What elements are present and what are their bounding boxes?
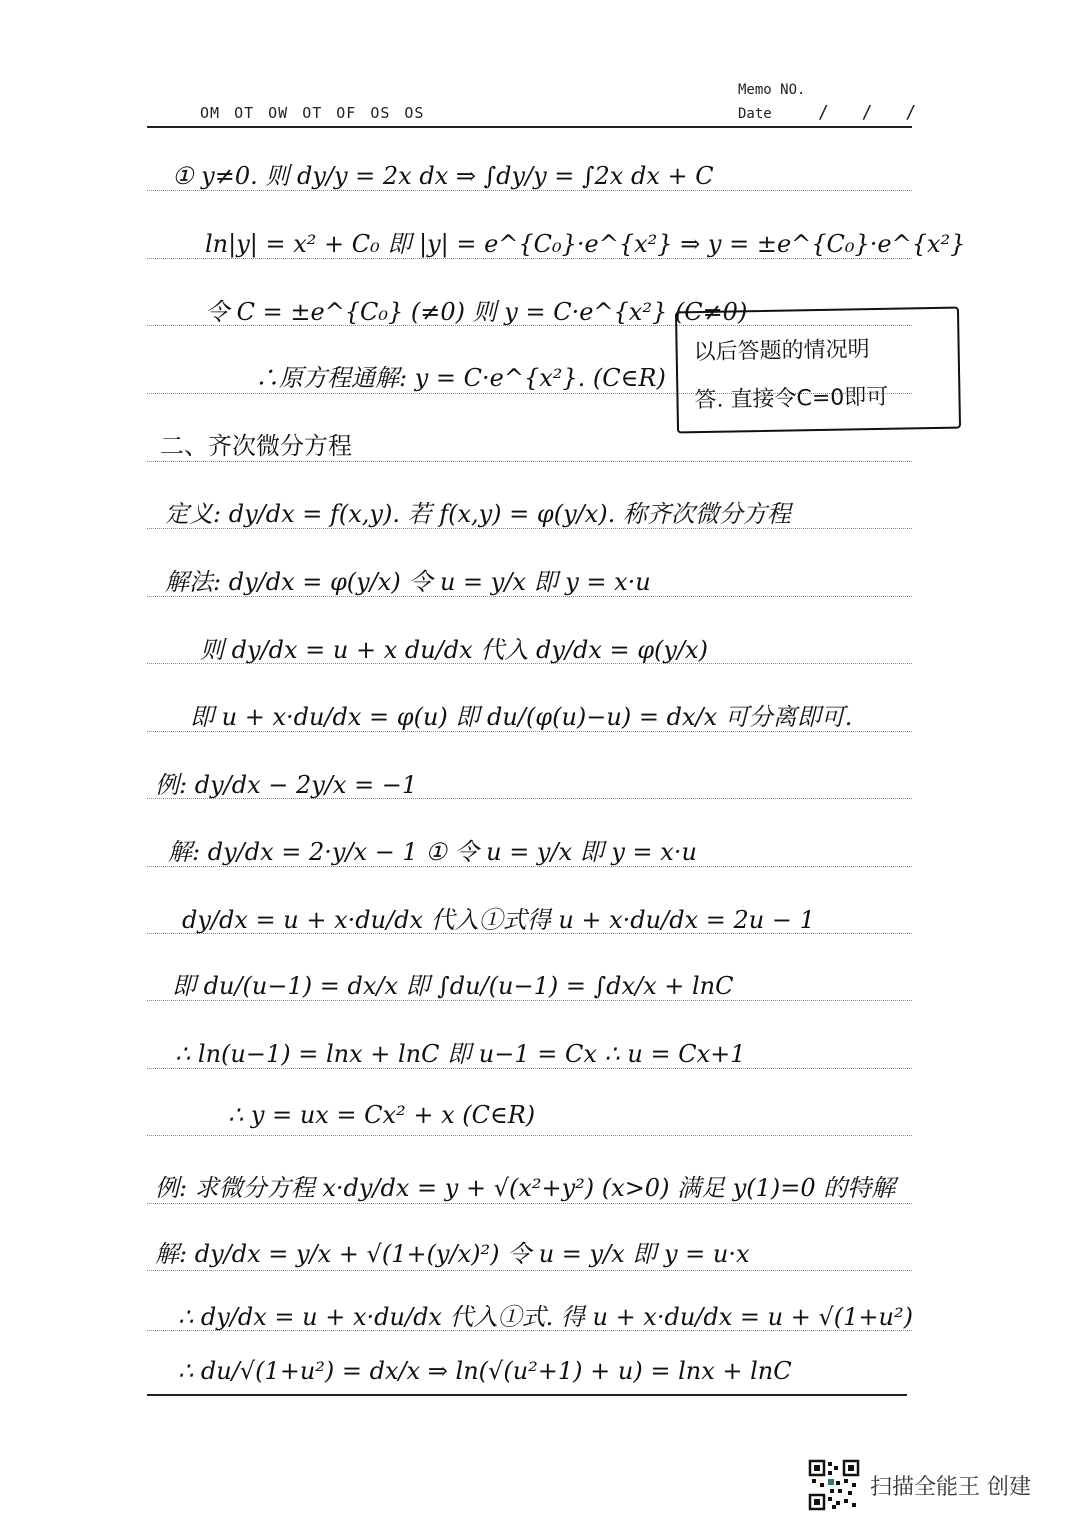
day-marker: OW xyxy=(268,104,289,122)
note-line: ln|y| = x² + C₀ 即 |y| = e^{C₀}·e^{x²} ⇒ y = ±e^{C₀}·e^{x²} xyxy=(205,230,966,258)
note-line: 解法: dy/dx = φ(y/x) 令 u = y/x 即 y = x·u xyxy=(165,568,651,596)
note-line: 令 C = ±e^{C₀} (≠0) 则 y = C·e^{x²} (C≠0) xyxy=(205,298,748,326)
note-line: ∴ ln(u−1) = lnx + lnC 即 u−1 = Cx ∴ u = Cx+1 xyxy=(175,1040,746,1068)
day-marker: OS xyxy=(370,104,391,122)
note-line: 例: 求微分方程 x·dy/dx = y + √(x²+y²) (x>0) 满足 y(1)=0 的特解 xyxy=(155,1174,896,1202)
date-slashes: / / / xyxy=(818,102,917,123)
note-line: 定义: dy/dx = f(x,y). 若 f(x,y) = φ(y/x). 称齐次微分方程 xyxy=(165,500,791,528)
day-marker: OT xyxy=(234,104,255,122)
note-line: 即 u + x·du/dx = φ(u) 即 du/(φ(u)−u) = dx/x 可分离即可. xyxy=(190,703,853,731)
note-line: 则 dy/dx = u + x du/dx 代入 dy/dx = φ(y/x) xyxy=(200,636,708,664)
qr-code-icon xyxy=(808,1459,860,1511)
note-line: ∴原方程通解: y = C·e^{x²}. (C∈R) xyxy=(255,364,666,392)
memo-label: Memo NO. xyxy=(738,82,806,98)
note-line: ∴ dy/dx = u + x·du/dx 代入①式. 得 u + x·du/dx = u + √(1+u²) xyxy=(178,1303,913,1331)
scanner-watermark xyxy=(808,1457,1031,1513)
boxed-note xyxy=(675,307,961,434)
ruled-line xyxy=(147,1135,912,1136)
note-line: ∴ y = ux = Cx² + x (C∈R) xyxy=(228,1101,536,1129)
boxed-note-line: 以后答题的情况明 xyxy=(693,337,870,366)
note-line: 解: dy/dx = 2·y/x − 1 ① 令 u = y/x 即 y = x·u xyxy=(168,838,697,866)
day-marker: OF xyxy=(336,104,357,122)
note-line: ① y≠0. 则 dy/y = 2x dx ⇒ ∫dy/y = ∫2x dx + C xyxy=(172,162,714,190)
watermark-text: 扫描全能王 创建 xyxy=(870,1474,1031,1500)
date-label: Date xyxy=(738,106,772,122)
note-line: 解: dy/dx = y/x + √(1+(y/x)²) 令 u = y/x 即 y = u·x xyxy=(155,1240,750,1268)
day-marker: OS xyxy=(404,104,425,122)
boxed-note-line: 答. 直接令C=0即可 xyxy=(694,384,889,414)
bottom-rule xyxy=(147,1394,907,1396)
ruled-line xyxy=(147,1270,912,1271)
note-line: ∴ du/√(1+u²) = dx/x ⇒ ln(√(u²+1) + u) = lnx + lnC xyxy=(178,1357,792,1385)
note-line: 即 du/(u−1) = dx/x 即 ∫du/(u−1) = ∫dx/x + lnC xyxy=(172,972,734,1000)
day-markers xyxy=(200,104,438,122)
header-rule xyxy=(147,126,912,128)
note-line: dy/dx = u + x·du/dx 代入①式得 u + x·du/dx = 2u − 1 xyxy=(182,906,815,934)
day-marker: OM xyxy=(200,104,221,122)
section-heading: 二、齐次微分方程 xyxy=(160,432,352,460)
note-line: 例: dy/dx − 2y/x = −1 xyxy=(155,771,418,799)
ruled-line xyxy=(147,461,912,462)
day-marker: OT xyxy=(302,104,323,122)
ruled-line xyxy=(147,1203,912,1204)
